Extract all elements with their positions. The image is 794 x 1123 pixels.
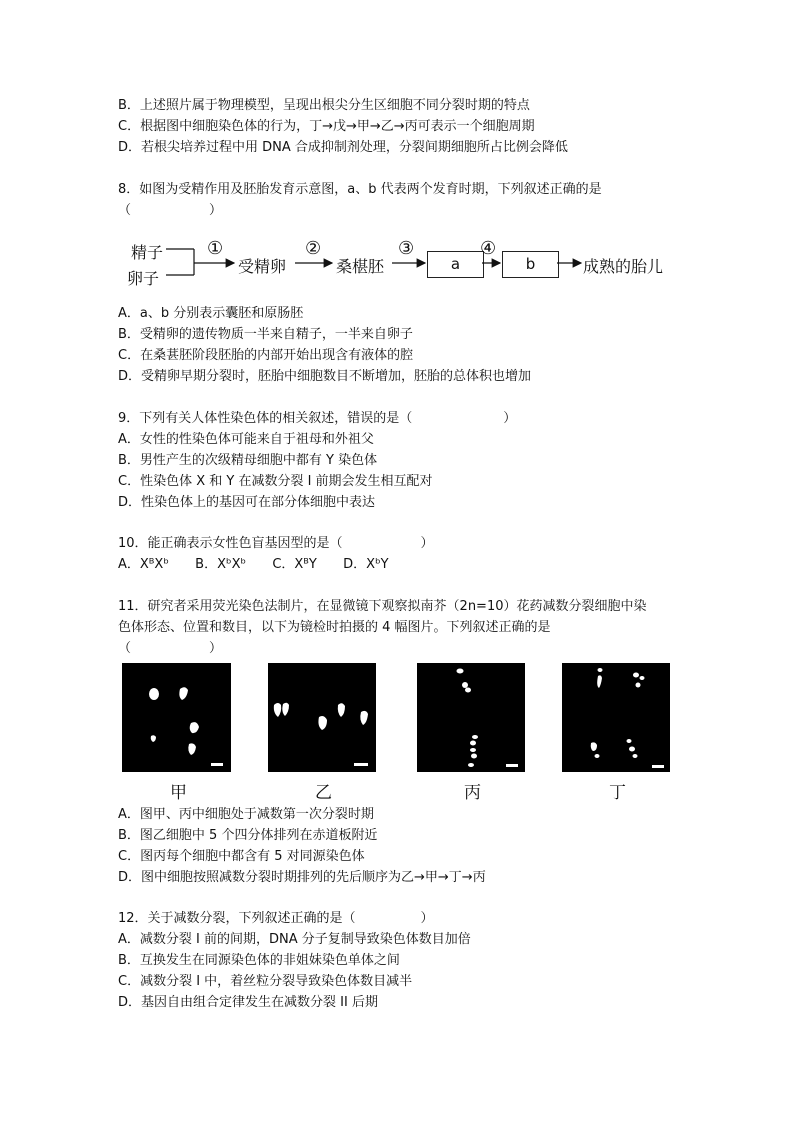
q12-option-b: B．互换发生在同源染色体的非姐妹染色单体之间 [118,953,400,968]
q8-option-a: A．a、b 分别表示囊胚和原肠胚 [118,306,304,321]
label-jia: 甲 [170,783,187,803]
q10-options [118,556,389,574]
q12-option-a: A．减数分裂 I 前的间期，DNA 分子复制导致染色体数目加倍 [118,932,471,947]
q9-stem: 9．下列有关人体性染色体的相关叙述，错误的是（ ） [118,411,517,426]
q9-option-c: C．性染色体 X 和 Y 在减数分裂 I 前期会发生相互配对 [118,474,433,489]
label-yi: 乙 [315,783,332,803]
egg-label: 卵子 [127,269,160,288]
q8-answer-blank: （ ） [118,203,223,218]
q8-option-c: C．在桑葚胚阶段胚胎的内部开始出现含有液体的腔 [118,348,414,363]
q11-option-c: C．图丙每个细胞中都含有 5 对同源染色体 [118,849,365,864]
micrograph-yi [268,663,376,772]
q11-stem-line-2: 色体形态、位置和数目，以下为镜检时拍摄的 4 幅图片。下列叙述正确的是 [118,620,551,635]
q10-option-d: D．XᵇY [343,557,389,572]
micrograph-ding [562,663,670,772]
q12-option-c: C．减数分裂 I 中，着丝粒分裂导致染色体数目减半 [118,974,413,989]
step-3-marker: ③ [398,238,415,259]
q9-option-a: A．女性的性染色体可能来自于祖母和外祖父 [118,432,374,447]
label-ding: 丁 [609,783,626,803]
q8-option-b: B．受精卵的遗传物质一半来自精子，一半来自卵子 [118,327,413,342]
q11-option-b: B．图乙细胞中 5 个四分体排列在赤道板附近 [118,828,378,843]
label-bing: 丙 [464,783,481,803]
q11-option-a: A．图甲、丙中细胞处于减数第一次分裂时期 [118,807,374,822]
q12-option-d: D．基因自由组合定律发生在减数分裂 II 后期 [118,995,378,1010]
step-4-marker: ④ [480,238,497,259]
q10-option-a: A．XᴮXᵇ [118,557,169,572]
zygote-label: 受精卵 [238,257,287,276]
diagram-arrows [0,0,794,300]
q11-option-d: D．图中细胞按照减数分裂时期排列的先后顺序为乙→甲→丁→丙 [118,870,486,885]
micrograph-bing [417,663,525,772]
q7-option-d: D．若根尖培养过程中用 DNA 合成抑制剂处理，分裂间期细胞所占比例会降低 [118,140,568,155]
morula-label: 桑椹胚 [336,257,385,276]
q10-option-b: B．XᵇXᵇ [195,557,247,572]
mature-fetus-label: 成熟的胎儿 [583,257,664,276]
micrograph-jia [122,663,231,772]
q11-answer-blank: （ ） [118,641,223,656]
q10-option-c: C．XᴮY [272,557,317,572]
q9-option-d: D．性染色体上的基因可在部分体细胞中表达 [118,495,376,510]
q7-option-b: B．上述照片属于物理模型，呈现出根尖分生区细胞不同分裂时期的特点 [118,98,530,113]
q10-stem: 10．能正确表示女性色盲基因型的是（ ） [118,536,434,551]
step-1-marker: ① [207,238,224,259]
q11-stem-line-1: 11．研究者采用荧光染色法制片，在显微镜下观察拟南芥（2n=10）花药减数分裂细胞中染 [118,599,647,614]
step-2-marker: ② [305,238,322,259]
q9-option-b: B．男性产生的次级精母细胞中都有 Y 染色体 [118,453,378,468]
stage-a-label: a [450,255,461,273]
q7-option-c: C．根据图中细胞染色体的行为，丁→戊→甲→乙→丙可表示一个细胞周期 [118,119,535,134]
q8-option-d: D．受精卵早期分裂时，胚胎中细胞数目不断增加，胚胎的总体积也增加 [118,369,532,384]
q12-stem: 12．关于减数分裂，下列叙述正确的是（ ） [118,911,434,926]
stage-b-label: b [525,255,536,273]
q8-stem: 8．如图为受精作用及胚胎发育示意图，a、b 代表两个发育时期，下列叙述正确的是 [118,182,602,197]
sperm-label: 精子 [131,243,164,262]
